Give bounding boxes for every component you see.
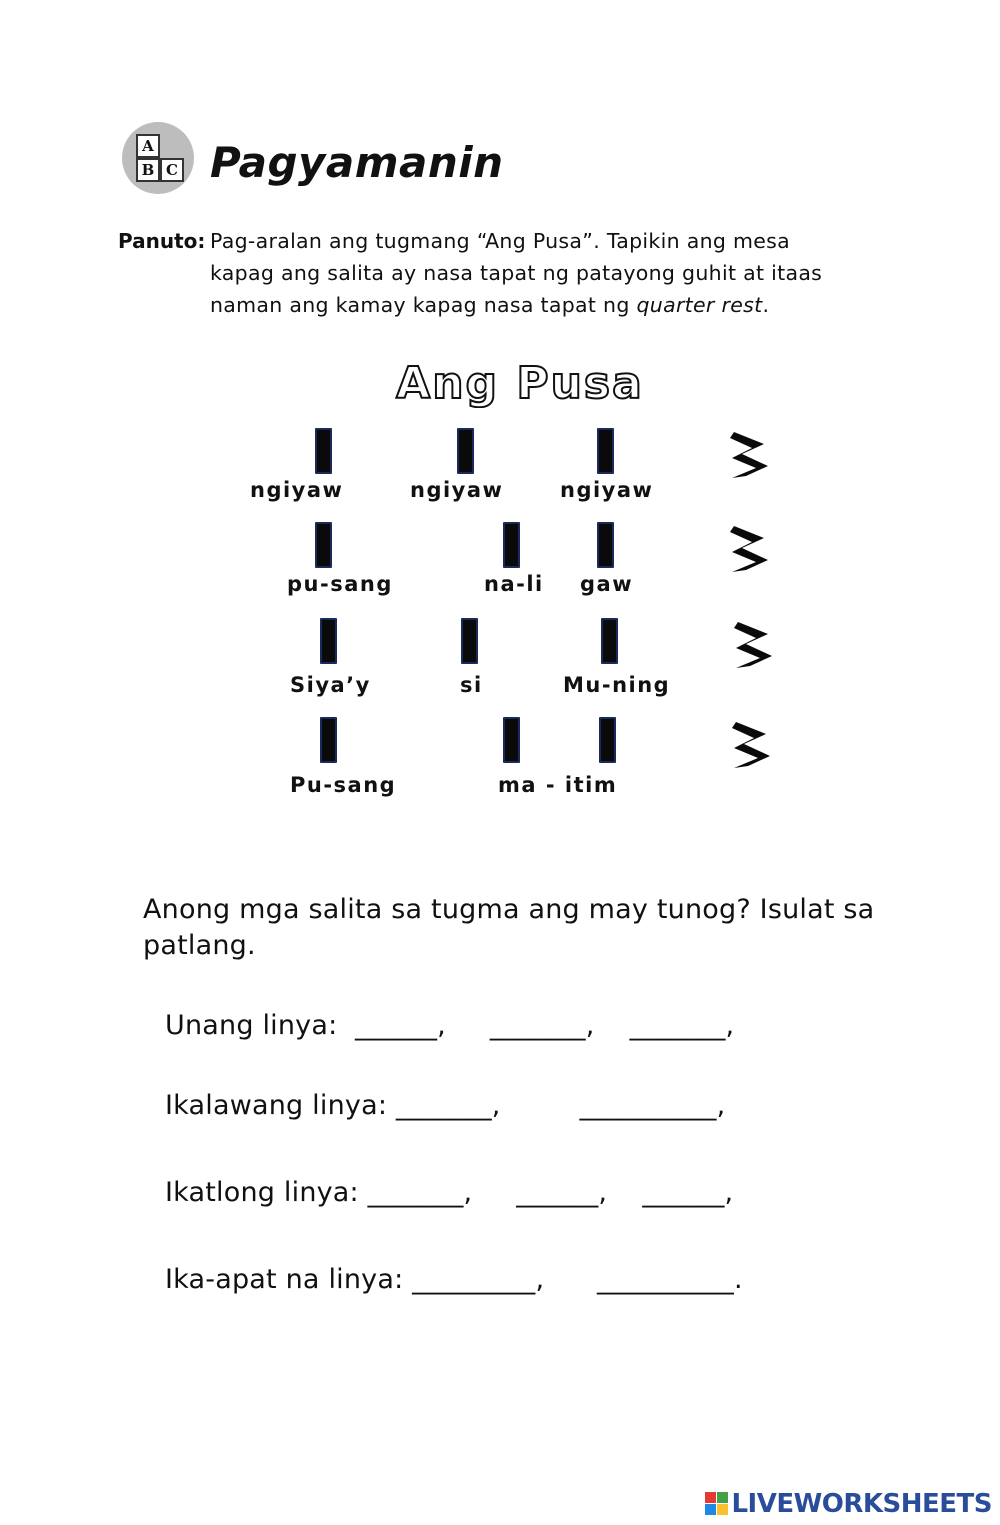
poem-title bbox=[360, 358, 680, 408]
poem-word: gaw bbox=[580, 572, 634, 596]
instructions-label: Panuto: bbox=[118, 229, 206, 253]
poem-word: ngiyaw bbox=[560, 478, 654, 502]
poem-word: ngiyaw bbox=[250, 478, 344, 502]
poem-word: ma - itim bbox=[498, 773, 618, 797]
poem-word: pu-sang bbox=[287, 572, 393, 596]
page-title: Pagyamanin bbox=[210, 138, 504, 187]
quarter-note-bar-icon bbox=[320, 717, 337, 763]
liveworksheets-brand bbox=[705, 1490, 992, 1518]
poem-word: Siya’y bbox=[290, 673, 371, 697]
quarter-note-bar-icon bbox=[601, 618, 618, 664]
quarter-note-bar-icon bbox=[461, 618, 478, 664]
poem-word: Pu-sang bbox=[290, 773, 397, 797]
instructions-line-3-start: naman ang kamay kapag nasa tapat ng bbox=[210, 293, 637, 317]
quarter-rest-icon bbox=[730, 720, 774, 770]
poem-word: si bbox=[460, 673, 483, 697]
block-a: A bbox=[136, 134, 160, 158]
answer-line-2[interactable]: Ikalawang linya: _______, __________, bbox=[165, 1090, 726, 1121]
poem-word: Mu-ning bbox=[563, 673, 671, 697]
liveworksheets-logo-icon bbox=[705, 1492, 729, 1516]
quarter-note-bar-icon bbox=[315, 522, 332, 568]
quarter-rest-icon bbox=[728, 430, 772, 480]
quarter-note-bar-icon bbox=[315, 428, 332, 474]
answer-line-3[interactable]: Ikatlong linya: _______, ______, ______, bbox=[165, 1177, 734, 1208]
poem-title-text: Ang Pusa bbox=[396, 358, 644, 408]
poem-word: na-li bbox=[484, 572, 544, 596]
brand-text: LIVEWORKSHEETS bbox=[731, 1489, 992, 1519]
poem-word: ngiyaw bbox=[410, 478, 504, 502]
quarter-rest-icon bbox=[728, 524, 772, 574]
quarter-note-bar-icon bbox=[503, 717, 520, 763]
quarter-note-bar-icon bbox=[320, 618, 337, 664]
answer-line-4[interactable]: Ika-apat na linya: _________, __________. bbox=[165, 1264, 743, 1295]
quarter-note-bar-icon bbox=[457, 428, 474, 474]
quarter-note-bar-icon bbox=[597, 428, 614, 474]
abc-blocks-icon bbox=[122, 122, 194, 194]
quarter-note-bar-icon bbox=[597, 522, 614, 568]
instructions-line-3-end: . bbox=[762, 293, 770, 317]
quarter-rest-icon bbox=[732, 620, 776, 670]
question-text: Anong mga salita sa tugma ang may tunog? Isulat sa patlang. bbox=[143, 894, 875, 961]
quarter-note-bar-icon bbox=[599, 717, 616, 763]
block-b: B bbox=[136, 158, 160, 182]
block-c: C bbox=[160, 158, 184, 182]
instructions-line-3 bbox=[210, 293, 769, 317]
answer-line-1[interactable]: Unang linya: ______, _______, _______, bbox=[165, 1010, 735, 1041]
instructions-line-2: kapag ang salita ay nasa tapat ng patayong guhit at itaas bbox=[210, 261, 823, 285]
instructions-line-1: Pag-aralan ang tugmang “Ang Pusa”. Tapikin ang mesa bbox=[210, 229, 791, 253]
quarter-note-bar-icon bbox=[503, 522, 520, 568]
instructions-line-3-italic: quarter rest bbox=[636, 293, 763, 317]
